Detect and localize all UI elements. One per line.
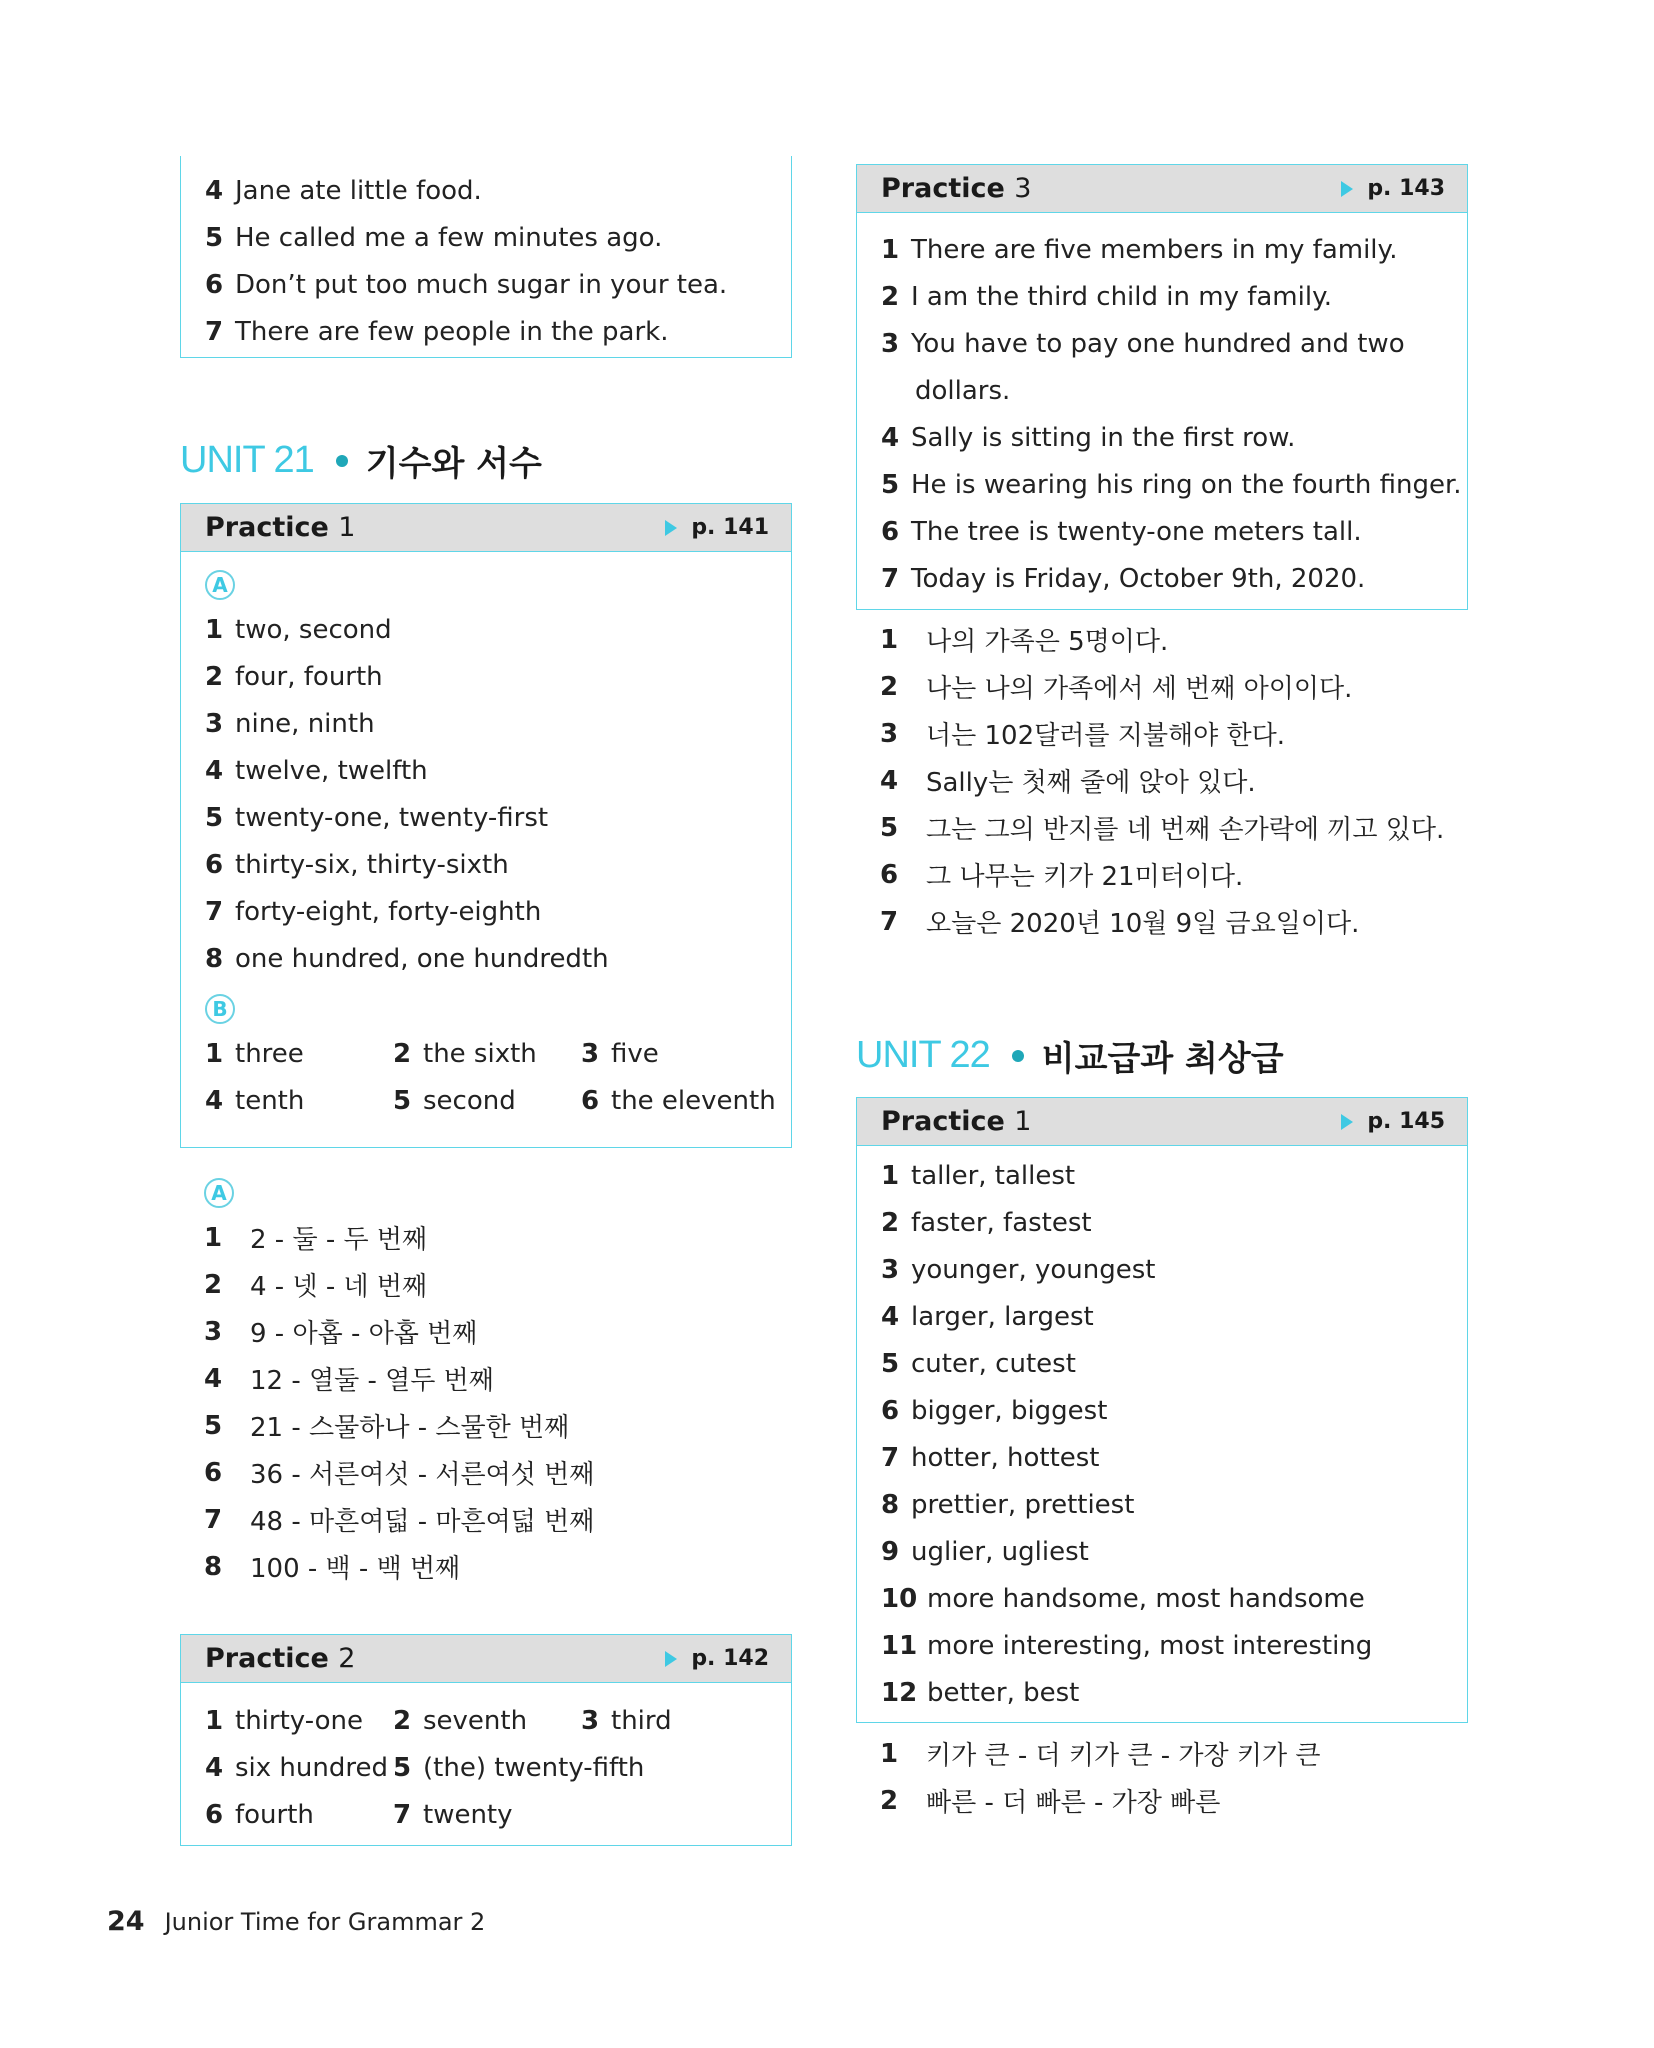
play-arrow-icon: [1341, 181, 1353, 197]
list-item: 6 bigger, biggest: [881, 1395, 1108, 1426]
unit-title: 비교급과 최상급: [1041, 1039, 1284, 1079]
practice-header: [857, 165, 1467, 213]
list-item: 4 Jane ate little food.: [205, 175, 482, 206]
list-item: 5 twenty-one, twenty-first: [205, 802, 549, 833]
list-item: 5 He is wearing his ring on the fourth finger.: [881, 469, 1462, 500]
practice-header: [857, 1098, 1467, 1146]
answer-row: 4 tenth 5 second 6 the eleventh: [205, 1085, 776, 1116]
page-footer: [107, 1906, 485, 1937]
list-item: 6 thirty-six, thirty-sixth: [205, 849, 509, 880]
list-item: 4 larger, largest: [881, 1301, 1094, 1332]
practice-header: [181, 1635, 791, 1683]
section-a-badge: A: [205, 570, 235, 600]
list-item: 5 그는 그의 반지를 네 번째 손가락에 끼고 있다.: [880, 812, 1445, 845]
page-reference: p. 142: [665, 1646, 769, 1671]
list-item: 7 There are few people in the park.: [205, 316, 669, 347]
page-reference: p. 141: [665, 515, 769, 540]
list-item: 1 키가 큰 - 더 키가 큰 - 가장 키가 큰: [880, 1738, 1321, 1771]
play-arrow-icon: [1341, 1114, 1353, 1130]
list-item: 12 better, best: [881, 1677, 1080, 1708]
unit-22-heading: [856, 1031, 1284, 1080]
list-item: 3 You have to pay one hundred and two: [881, 328, 1405, 359]
list-item: 4 twelve, twelfth: [205, 755, 428, 786]
page-reference: p. 143: [1341, 176, 1445, 201]
list-item: 10 more handsome, most handsome: [881, 1583, 1365, 1614]
list-item: 2 I am the third child in my family.: [881, 281, 1333, 312]
list-item: 4 Sally는 첫째 줄에 앉아 있다.: [880, 765, 1256, 798]
list-item: 4 12 - 열둘 - 열두 번째: [204, 1363, 494, 1396]
list-item: 2 빠른 - 더 빠른 - 가장 빠른: [880, 1785, 1221, 1818]
list-item: 8 one hundred, one hundredth: [205, 943, 609, 974]
list-item: 6 Don’t put too much sugar in your tea.: [205, 269, 728, 300]
list-item: 1 2 - 둘 - 두 번째: [204, 1222, 428, 1255]
practice-3-box: [856, 164, 1468, 610]
answer-row: 4 six hundred 5 (the) twenty-fifth: [205, 1752, 645, 1783]
unit-label: UNIT 21: [180, 439, 314, 481]
list-item: 11 more interesting, most interesting: [881, 1630, 1373, 1661]
practice-title: Practice 2: [205, 1643, 356, 1674]
list-item: 1 나의 가족은 5명이다.: [880, 624, 1169, 657]
list-item: 2 나는 나의 가족에서 세 번째 아이이다.: [880, 671, 1353, 704]
practice-title: Practice 3: [881, 173, 1032, 204]
list-item: 1 taller, tallest: [881, 1160, 1076, 1191]
list-item-continuation: dollars.: [915, 375, 1011, 406]
book-title: Junior Time for Grammar 2: [164, 1908, 486, 1936]
list-item: 2 4 - 넷 - 네 번째: [204, 1269, 428, 1302]
list-item: 1 There are five members in my family.: [881, 234, 1398, 265]
list-item: 7 hotter, hottest: [881, 1442, 1100, 1473]
list-item: 7 48 - 마흔여덟 - 마흔여덟 번째: [204, 1504, 595, 1537]
practice-1-box: [856, 1097, 1468, 1723]
practice-2-box: [180, 1634, 792, 1846]
list-item: 3 너는 102달러를 지불해야 한다.: [880, 718, 1285, 751]
list-item: 4 Sally is sitting in the first row.: [881, 422, 1296, 453]
play-arrow-icon: [665, 1651, 677, 1667]
korean-translation-list: [180, 1166, 816, 1590]
list-item: 7 오늘은 2020년 10월 9일 금요일이다.: [880, 906, 1360, 939]
practice-title: Practice 1: [205, 512, 356, 543]
list-item: 6 36 - 서른여섯 - 서른여섯 번째: [204, 1457, 595, 1490]
list-item: 2 four, fourth: [205, 661, 383, 692]
list-item: 9 uglier, ugliest: [881, 1536, 1089, 1567]
play-arrow-icon: [665, 520, 677, 536]
list-item: 7 forty-eight, forty-eighth: [205, 896, 542, 927]
list-item: 5 He called me a few minutes ago.: [205, 222, 663, 253]
answer-row: 1 thirty-one 2 seventh 3 third: [205, 1705, 672, 1736]
section-b-badge: B: [205, 994, 235, 1024]
list-item: 3 nine, ninth: [205, 708, 375, 739]
section-a-badge: A: [204, 1178, 234, 1208]
list-item: 8 prettier, prettiest: [881, 1489, 1135, 1520]
list-item: 3 younger, youngest: [881, 1254, 1156, 1285]
list-item: 8 100 - 백 - 백 번째: [204, 1551, 461, 1584]
list-item: 1 two, second: [205, 614, 392, 645]
practice-title: Practice 1: [881, 1106, 1032, 1137]
bullet-dot-icon: [336, 455, 348, 467]
unit-label: UNIT 22: [856, 1034, 990, 1076]
answer-row: 6 fourth 7 twenty: [205, 1799, 513, 1830]
unit-21-heading: [180, 436, 542, 485]
korean-translation-list: [856, 1730, 1492, 1824]
page-number: 24: [107, 1906, 145, 1937]
list-item: 6 그 나무는 키가 21미터이다.: [880, 859, 1244, 892]
page-reference: p. 145: [1341, 1109, 1445, 1134]
korean-translation-list: [856, 616, 1492, 945]
list-item: 2 faster, fastest: [881, 1207, 1092, 1238]
practice-header: [181, 504, 791, 552]
unit-title: 기수와 서수: [365, 444, 542, 484]
list-item: 7 Today is Friday, October 9th, 2020.: [881, 563, 1366, 594]
list-item: 5 21 - 스물하나 - 스물한 번째: [204, 1410, 570, 1443]
continued-answer-box: [180, 156, 792, 358]
list-item: 3 9 - 아홉 - 아홉 번째: [204, 1316, 478, 1349]
answer-row: 1 three 2 the sixth 3 five: [205, 1038, 659, 1069]
list-item: 5 cuter, cutest: [881, 1348, 1076, 1379]
list-item: 6 The tree is twenty-one meters tall.: [881, 516, 1362, 547]
bullet-dot-icon: [1012, 1050, 1024, 1062]
practice-1-box: [180, 503, 792, 1148]
